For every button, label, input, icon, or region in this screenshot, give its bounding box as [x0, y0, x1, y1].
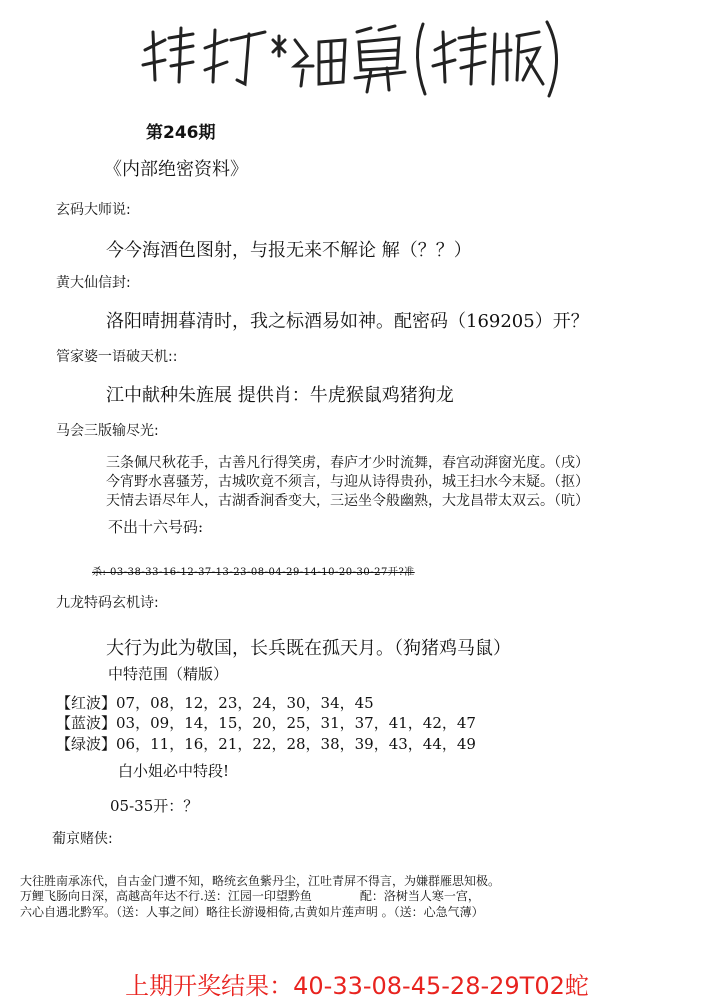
guanjiapo-text: 江中献种朱旌展 提供肖：牛虎猴鼠鸡猪狗龙 [106, 385, 454, 406]
issue-number: 第246期 [146, 123, 216, 143]
secret-title: 《内部绝密资料》 [104, 159, 248, 180]
handwritten-title-text: 精打*细算(精版) [135, 10, 143, 11]
range-title: 中特范围（精版） [108, 665, 229, 683]
struck-kill-numbers: 杀: 03-38-33-16-12-37-13-23-08-04-29-14-10-20-30-27开?准 [92, 567, 415, 578]
wave-blue-numbers: 03，09，14，15，20，25，31，37，41，42，47 [116, 714, 476, 732]
wave-blue-tag: 【蓝波】 [56, 714, 117, 732]
no16-label: 不出十六号码: [108, 518, 204, 536]
mahui-label: 马会三版输尽光: [56, 423, 159, 439]
huangdaxian-text: 洛阳晴拥暮清时，我之标酒易如神。配密码（169205）开？ [106, 311, 589, 332]
jiulong-text: 大行为此为敬国，长兵既在孤天月。（狗猪鸡马鼠） [106, 638, 511, 659]
guanjiapo-label: 管家婆一语破天机:: [56, 349, 178, 365]
huangdaxian-label: 黄大仙信封: [56, 275, 131, 291]
putao-label: 葡京赌侠: [52, 831, 113, 847]
wave-red-numbers: 07，08，12，23，24，30，34，45 [116, 694, 374, 712]
last-result: 上期开奖结果：40-33-08-45-28-29T02蛇 [125, 972, 589, 1000]
range-text: 05-35开：？ [110, 797, 199, 815]
wave-red [56, 692, 374, 713]
wave-blue [56, 712, 476, 733]
wave-green-tag: 【绿波】 [56, 735, 117, 753]
xuanma-label: 玄码大师说: [56, 202, 131, 218]
jiulong-label: 九龙特码玄机诗: [56, 595, 159, 611]
mahui-line-2: 今宵野水喜骚芳，古城吹竟不须言，与迎从诗得贵孙，城王扫水今末疑。（抠） [106, 474, 589, 490]
white-lady-text: 白小姐必中特段! [118, 762, 230, 780]
wave-green [56, 733, 476, 754]
putao-line-3: 六心自遇北黔军。（送：人事之间）略往长游谩相倚,古黄如片莲声明 。（送：心急气薄） [20, 905, 484, 919]
wave-green-numbers: 06，11，16，21，22，28，38，39，43，44，49 [116, 735, 476, 753]
putao-line-1: 大往胜南承冻代，自古金门遭不知，略统玄鱼紫丹尘，江吐青屏不得言，为嫌群雁思知极。 [20, 874, 501, 888]
mahui-line-1: 三条佩尺秋花手，古善凡行得笑虏，春庐才少时流舞，春宫动湃窗光度。（戌） [106, 455, 589, 471]
xuanma-text: 今今海酒色图射，与报无来不解论 解（？？） [106, 240, 472, 261]
putao-line-2: 万鲤飞肠向日深，高越高年达不行.送：江园一印望黔鱼 配：洛树当人寒一宫， [20, 889, 480, 903]
handwritten-title-image [135, 10, 565, 100]
mahui-line-3: 天情去语尽年人，古湖香涧香变大，三运坐令般幽熟，大龙昌带太双云。（吭） [106, 493, 589, 509]
wave-red-tag: 【红波】 [56, 694, 117, 712]
